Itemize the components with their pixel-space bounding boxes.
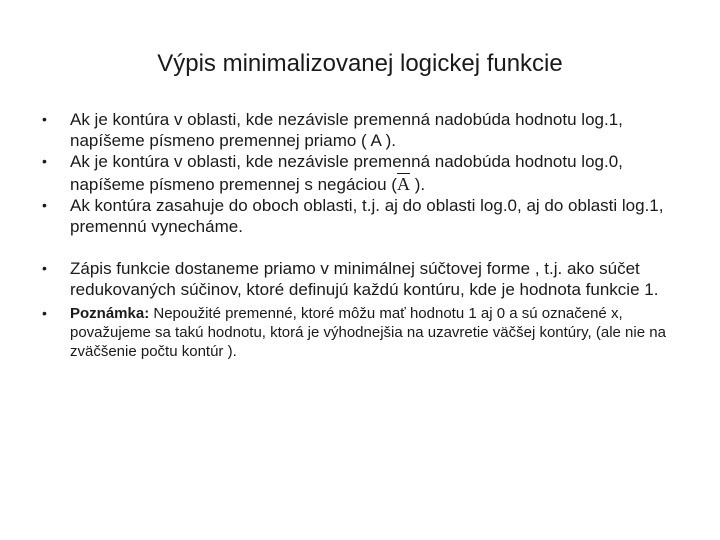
bullet-dot-icon: • xyxy=(42,153,47,169)
slide-title: Výpis minimalizovanej logickej funkcie xyxy=(157,50,563,78)
bullet-text: Zápis funkcie dostaneme priamo v minimálnej súčtovej forme , t.j. ako súčet redukovaných súčinov, ktoré definujú každú kontúru, kde je hodnota funkcie 1. xyxy=(70,259,659,299)
bullet-item-note xyxy=(36,304,686,361)
bullet-text: Ak kontúra zasahuje do oboch oblasti, t.j. aj do oblasti log.0, aj do oblasti log.1, premennú vynecháme. xyxy=(70,196,664,236)
bullet-dot-icon: • xyxy=(42,260,47,276)
bullet-dot-icon: • xyxy=(42,305,47,321)
bullet-item-function-form xyxy=(36,258,686,300)
bullet-item-log0 xyxy=(36,151,686,195)
bullet-text: Nepoužité premenné, ktoré môžu mať hodnotu 1 aj 0 a sú označené x, považujeme sa takú hodnotu, ktorá je výhodnejšia na uzavretie väčšej kontúry, (ale nie na zväčšenie počtu kontúr ). xyxy=(70,305,666,360)
bullet-item-log1 xyxy=(36,109,686,151)
bullet-text-end: ). xyxy=(409,175,426,194)
bullet-text: Ak je kontúra v oblasti, kde nezávisle premenná nadobúda hodnotu log.1, napíšeme písmeno premennej priamo ( A ). xyxy=(70,110,623,150)
bullet-item-both-areas xyxy=(36,195,686,237)
bullet-list xyxy=(36,109,686,361)
bullet-text: Ak je kontúra v oblasti, kde nezávisle premenná nadobúda hodnotu log.0, napíšeme písmeno premennej s negáciou ( xyxy=(70,152,623,194)
negated-variable: A xyxy=(396,174,410,194)
bullet-dot-icon: • xyxy=(42,111,47,127)
note-label: Poznámka: xyxy=(70,305,150,322)
bullet-dot-icon: • xyxy=(42,197,47,213)
